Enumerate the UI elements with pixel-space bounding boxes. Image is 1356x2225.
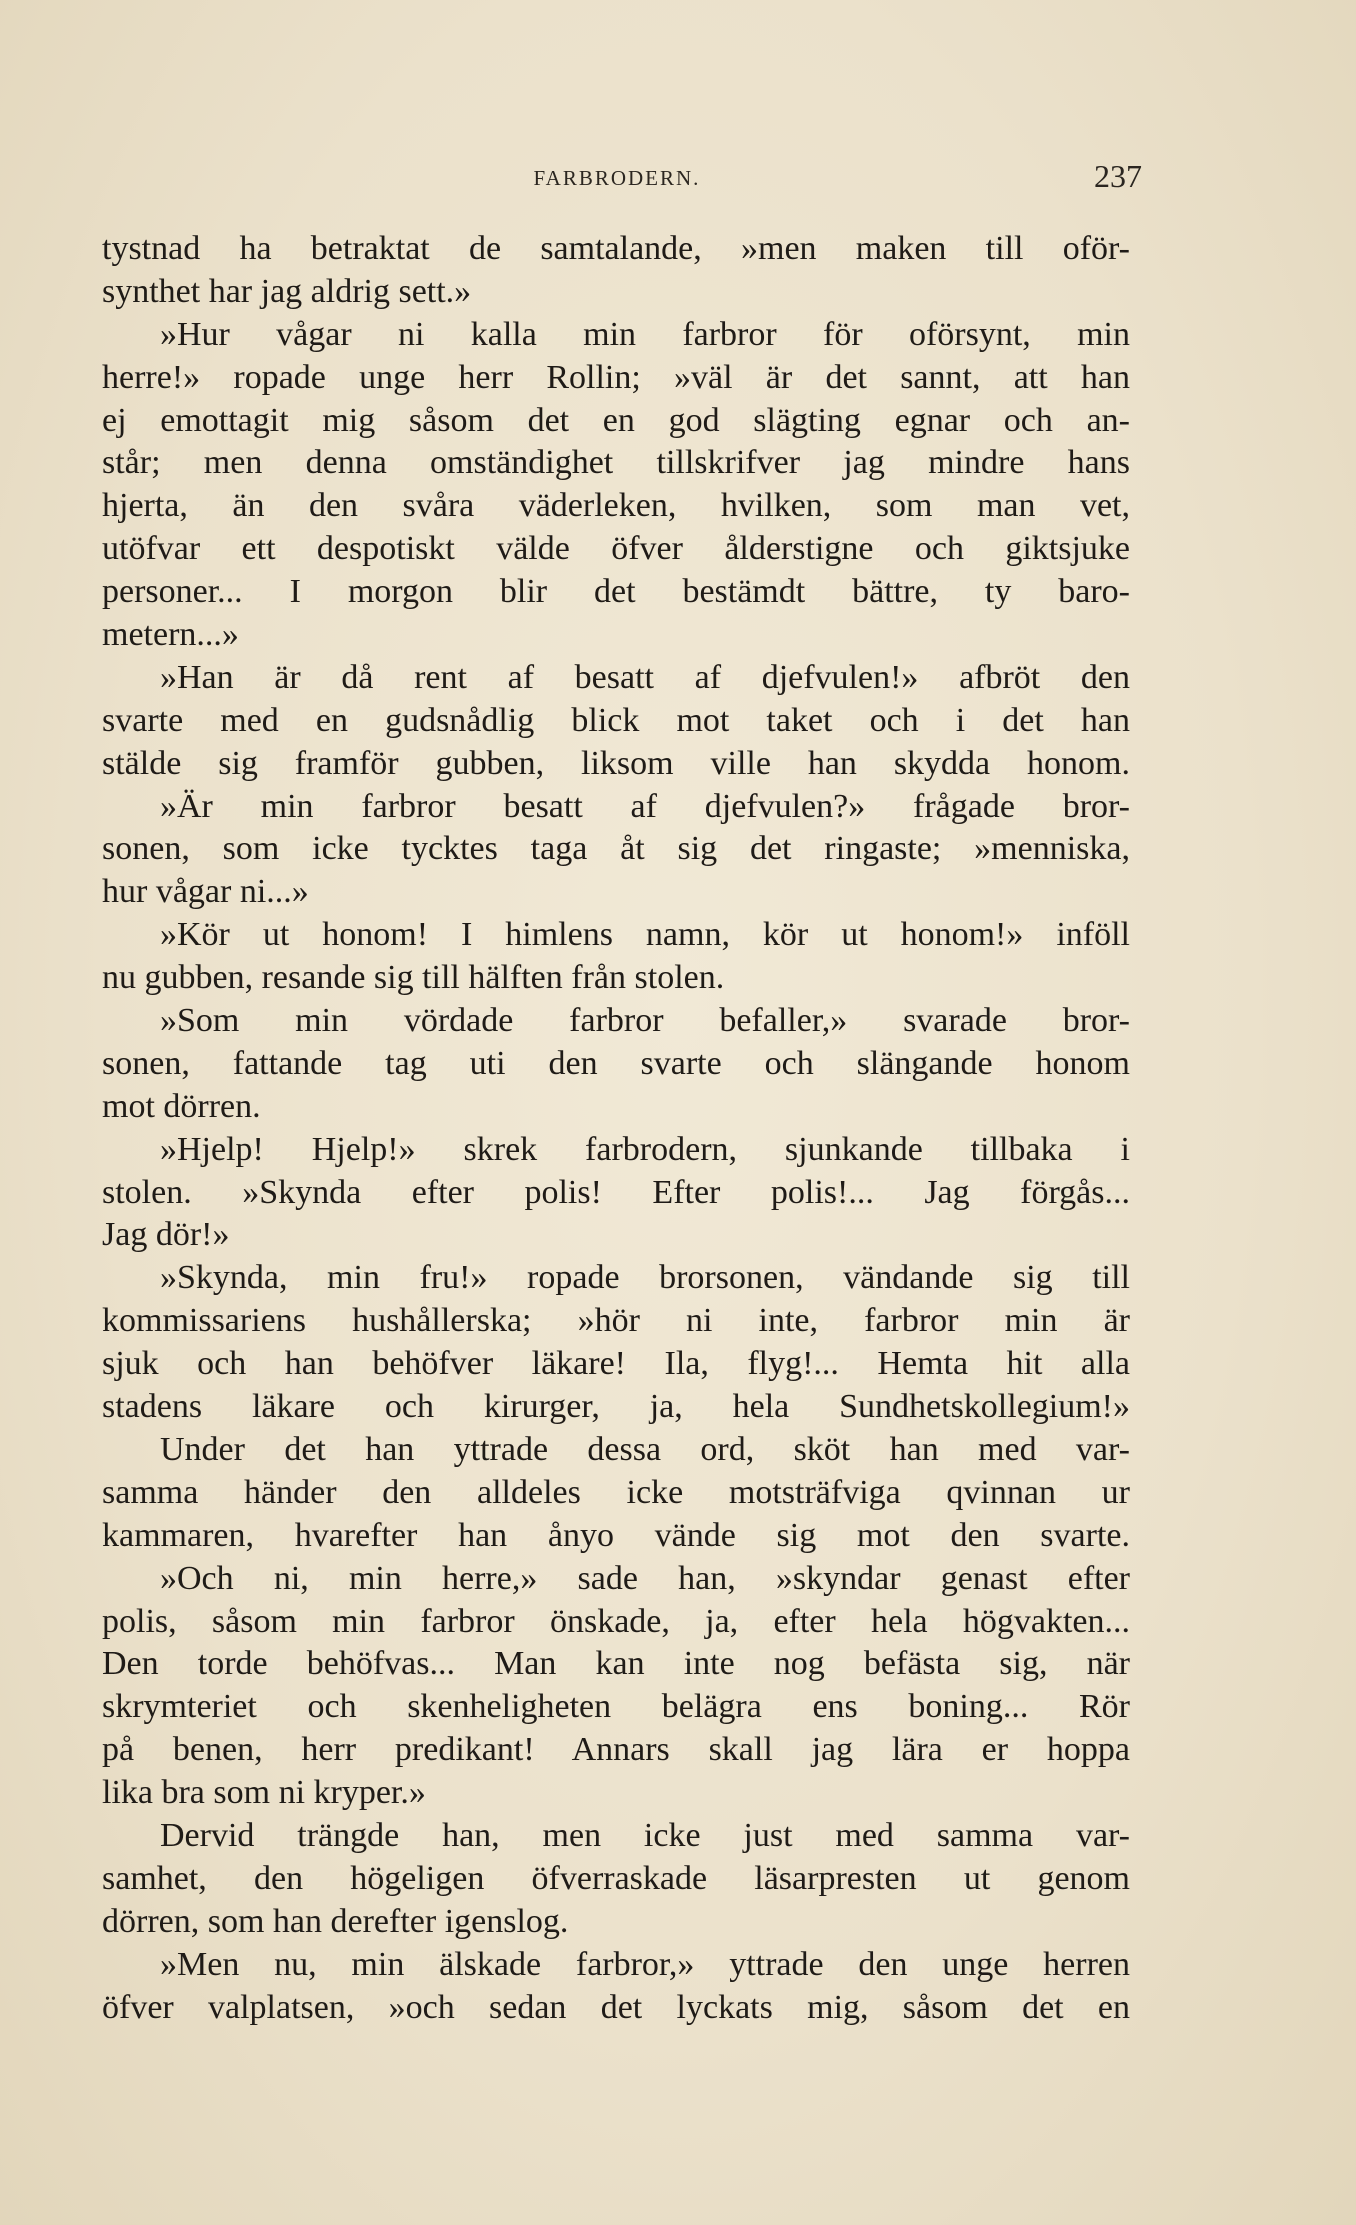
text-line: Dervid trängde han, men icke just med samma var-: [160, 1816, 1130, 1854]
text-line: Den torde behöfvas... Man kan inte nog befästa sig, när: [102, 1645, 1130, 1683]
text-line: nu gubben, resande sig till hälften från stolen.: [102, 959, 725, 997]
text-line: skrymteriet och skenheligheten belägra ens boning... Rör: [102, 1688, 1130, 1726]
text-line: polis, såsom min farbror önskade, ja, efter hela högvakten...: [102, 1602, 1130, 1640]
text-line: samhet, den högeligen öfverraskade läsarpresten ut genom: [102, 1859, 1130, 1897]
text-line: sjuk och han behöfver läkare! Ila, flyg!... Hemta hit alla: [102, 1345, 1130, 1383]
text-line: mot dörren.: [102, 1087, 261, 1125]
text-body: [102, 228, 1130, 2029]
text-line: öfver valplatsen, »och sedan det lyckats mig, såsom det en: [102, 1988, 1130, 2026]
text-line: synthet har jag aldrig sett.»: [102, 272, 472, 310]
text-line: svarte med en gudsnådlig blick mot taket och i det han: [102, 701, 1130, 739]
text-line: tystnad ha betraktat de samtalande, »men maken till oför-: [102, 230, 1130, 267]
text-line: »Men nu, min älskade farbror,» yttrade den unge herren: [160, 1945, 1130, 1983]
text-line: »Är min farbror besatt af djefvulen?» frågade bror-: [160, 787, 1130, 825]
text-line: metern...»: [102, 616, 239, 654]
text-line: står; men denna omständighet tillskrifver jag mindre hans: [102, 444, 1130, 482]
text-line: sonen, fattande tag uti den svarte och slängande honom: [102, 1044, 1130, 1082]
text-line: lika bra som ni kryper.»: [102, 1774, 426, 1812]
text-line: »Han är då rent af besatt af djefvulen!» afbröt den: [160, 658, 1130, 696]
text-line: »Som min vördade farbror befaller,» svarade bror-: [160, 1002, 1130, 1040]
text-line: kommissariens hushållerska; »hör ni inte, farbror min är: [102, 1302, 1130, 1340]
text-line: stälde sig framför gubben, liksom ville han skydda honom.: [102, 744, 1130, 782]
text-line: hur vågar ni...»: [102, 873, 309, 911]
text-line: stadens läkare och kirurger, ja, hela Sundhetskollegium!»: [102, 1388, 1130, 1426]
text-line: stolen. »Skynda efter polis! Efter polis!... Jag förgås...: [102, 1173, 1130, 1211]
text-line: sonen, som icke tycktes taga åt sig det ringaste; »menniska,: [102, 830, 1130, 868]
text-line: dörren, som han derefter igenslog.: [102, 1902, 569, 1940]
text-line: personer... I morgon blir det bestämdt bättre, ty baro-: [102, 573, 1130, 611]
text-line: »Och ni, min herre,» sade han, »skyndar genast efter: [160, 1559, 1130, 1597]
text-line: på benen, herr predikant! Annars skall jag lära er hoppa: [102, 1731, 1130, 1769]
page-header: [102, 158, 1142, 198]
text-line: Under det han yttrade dessa ord, sköt han med var-: [160, 1430, 1130, 1468]
text-line: Jag dör!»: [102, 1216, 230, 1254]
text-line: utöfvar ett despotiskt välde öfver ålderstigne och giktsjuke: [102, 530, 1130, 568]
text-line: »Hjelp! Hjelp!» skrek farbrodern, sjunkande tillbaka i: [160, 1130, 1130, 1168]
text-line: samma händer den alldeles icke motsträfviga qvinnan ur: [102, 1473, 1130, 1511]
text-line: hjerta, än den svåra väderleken, hvilken, som man vet,: [102, 487, 1130, 525]
page-number: 237: [1094, 158, 1142, 194]
text-line: kammaren, hvarefter han ånyo vände sig mot den svarte.: [102, 1516, 1130, 1554]
text-line: »Skynda, min fru!» ropade brorsonen, vändande sig till: [160, 1259, 1130, 1297]
running-head: FARBRODERN.: [533, 166, 701, 190]
text-line: »Kör ut honom! I himlens namn, kör ut honom!» inföll: [160, 916, 1130, 954]
text-line: ej emottagit mig såsom det en god slägting egnar och an-: [102, 401, 1130, 439]
text-line: »Hur vågar ni kalla min farbror för oförsynt, min: [160, 315, 1130, 353]
text-line: herre!» ropade unge herr Rollin; »väl är det sannt, att han: [102, 358, 1130, 396]
